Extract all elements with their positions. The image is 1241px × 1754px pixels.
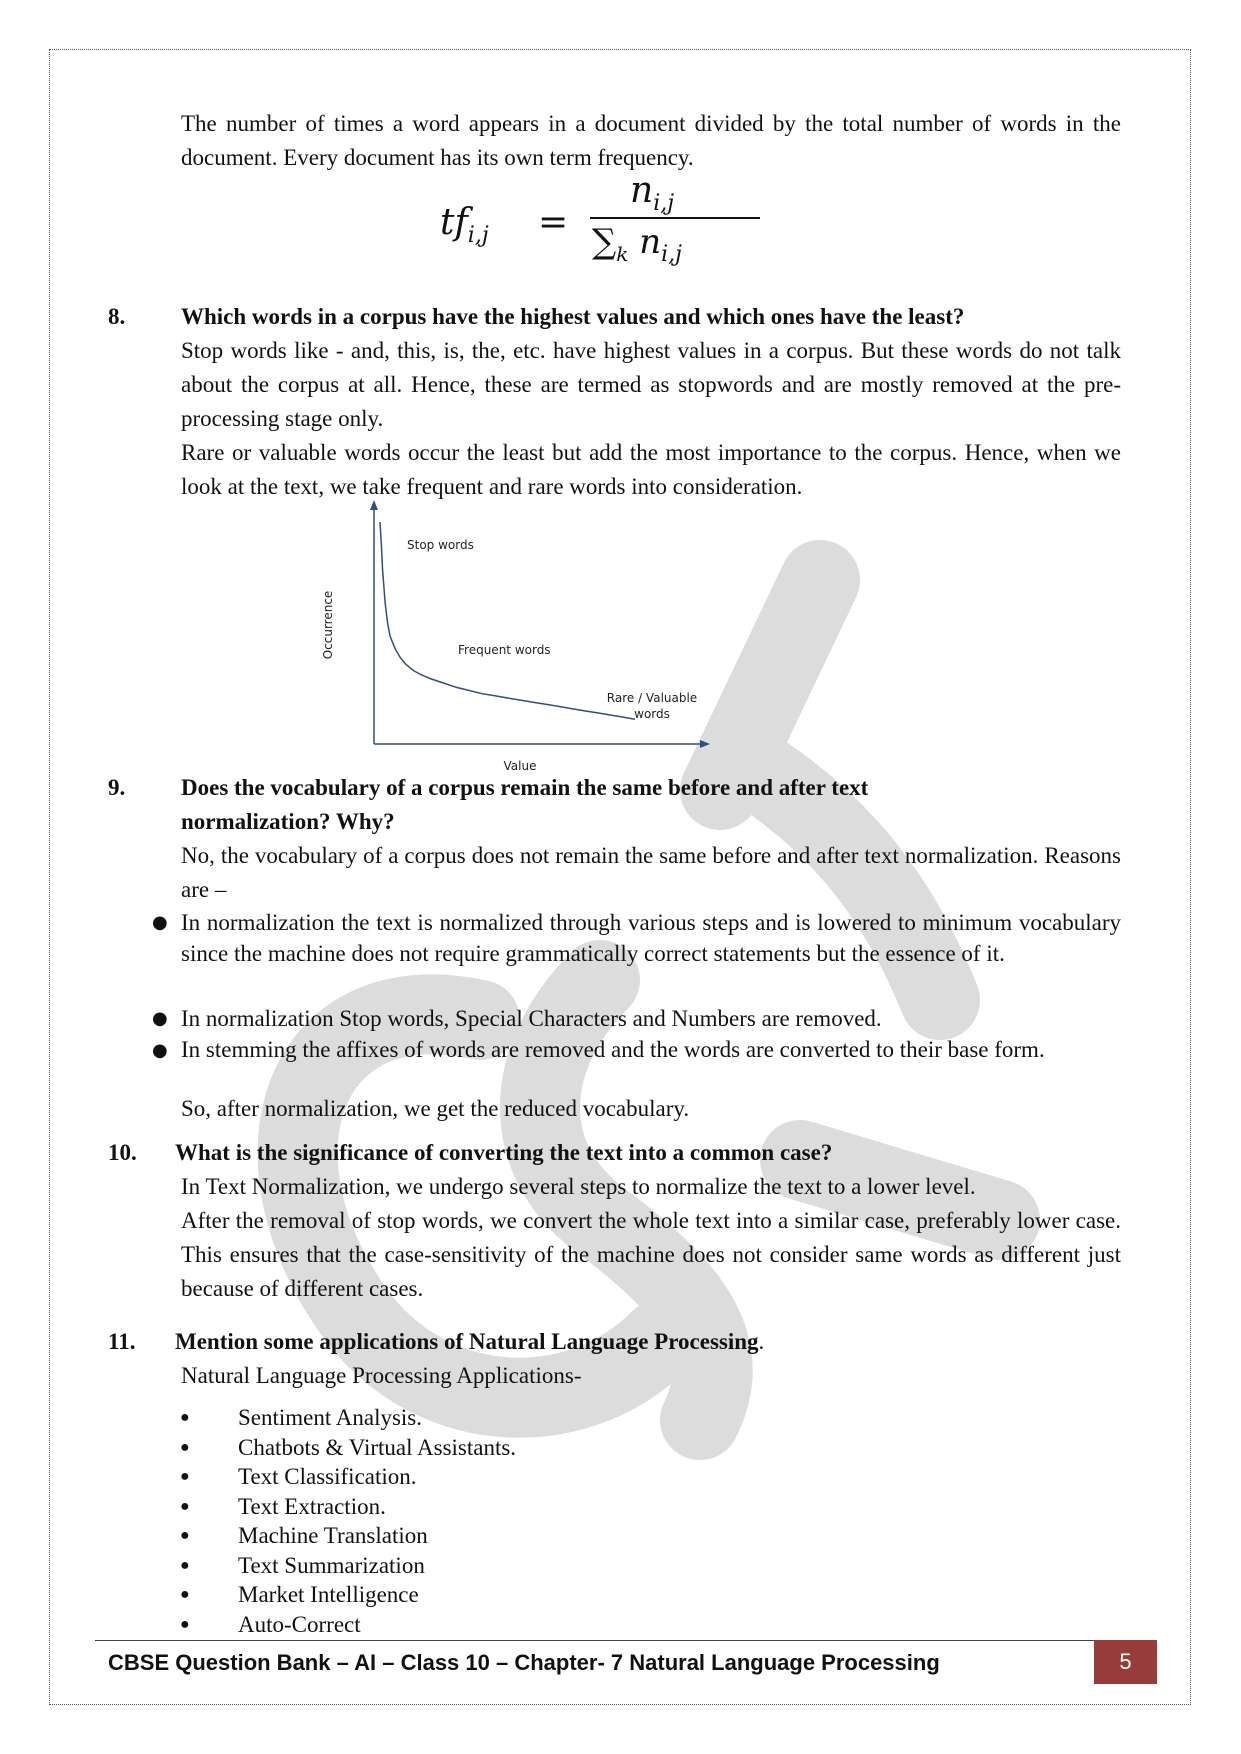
q9-bullet-1: In normalization the text is normalized through various steps and is lowered to minimum vocabulary since the machine does not require grammatically correct statements but the essence of it. [181,910,1121,966]
q9-conclusion: So, after normalization, we get the reduced vocabulary. [181,1096,690,1121]
nlp-applications-list [180,1403,516,1639]
list-item: ● Sentiment Analysis. [180,1405,422,1430]
list-item: ● Text Summarization [180,1552,425,1578]
q9-bullet-1-marker: ● [152,912,168,933]
q9-bullet-2-marker: ● [152,1008,168,1029]
q9-answer-intro: No, the vocabulary of a corpus does not remain the same before and after text normalization. Reasons are – [181,843,1121,902]
x-axis-arrow [700,740,710,748]
annotation-stop-words: Stop words [407,538,474,552]
footer-divider [95,1640,1097,1641]
formula-denominator: $\sum_k$ $n_{i,j}$ [592,222,682,267]
q11-question-period: . [758,1329,765,1354]
intro-paragraph: The number of times a word appears in a document divided by the total number of words in the document. Every document has its own term frequency. [181,111,1121,170]
list-item: ● Text Classification. [180,1464,417,1489]
q10-answer-para1: In Text Normalization, we undergo several steps to normalize the text to a lower level. [181,1174,976,1199]
q8-answer-para1: Stop words like - and, this, is, the, etc. have highest values in a corpus. But these words do not talk about the corpus at all. Hence, these are termed as stopwords and are mostly removed at the pre-processing stage only. [181,338,1121,431]
y-axis-label: Occurrence [321,590,335,660]
annotation-rare-valuable: Rare / Valuable [606,691,698,705]
annotation-frequent-words: Frequent words [458,643,551,657]
q9-number: 9. [108,775,126,800]
list-item: ● Chatbots & Virtual Assistants. [180,1434,517,1460]
formula-equals: = [538,202,569,243]
q8-answer-para2: Rare or valuable words occur the least but add the most importance to the corpus. Hence, when we look at the text, we take frequent and rare words into consideration. [181,440,1121,499]
q10-number: 10. [108,1140,137,1165]
q8-number: 8. [108,304,126,329]
q9-bullet-3: In stemming the affixes of words are removed and the words are converted to their base form. [181,1037,1045,1062]
formula-lhs: $tf_{i,j}$ [440,202,489,249]
q9-bullet-3-marker: ● [152,1040,168,1061]
q9-bullet-2: In normalization Stop words, Special Characters and Numbers are removed. [181,1006,882,1031]
q8-question: Which words in a corpus have the highest values and which ones have the least? [181,304,965,329]
q9-question-line2: normalization? Why? [181,809,395,834]
q11-question [175,1325,1121,1359]
q11-intro: Natural Language Processing Applications- [181,1363,582,1388]
q11-question-text: Mention some applications of Natural Language Processing [175,1329,759,1354]
footer-title: CBSE Question Bank – AI – Class 10 – Chapter- 7 Natural Language Processing [108,1650,940,1675]
list-item: ● Machine Translation [180,1523,428,1548]
y-axis-arrow [370,500,378,510]
list-item: ● Auto-Correct [180,1611,361,1637]
list-item: ● Text Extraction. [180,1493,386,1519]
q10-answer-para2: After the removal of stop words, we convert the whole text into a similar case, preferably lower case. This ensures that the case-sensitivity of the machine does not consider same words as different just because of different cases. [181,1208,1121,1301]
q11-number: 11. [108,1329,136,1354]
page-number-badge: 5 [1094,1640,1157,1684]
formula-fraction-bar [590,217,760,219]
list-item: ● Market Intelligence [180,1582,419,1607]
annotation-rare-words: words [634,707,670,721]
word-occurrence-chart [300,500,740,775]
q10-question: What is the significance of converting the text into a common case? [175,1140,833,1165]
formula-numerator: $n_{i,j}$ [630,170,675,217]
x-axis-label: Value [503,759,537,773]
q9-question-line1: Does the vocabulary of a corpus remain the same before and after text [181,775,869,800]
